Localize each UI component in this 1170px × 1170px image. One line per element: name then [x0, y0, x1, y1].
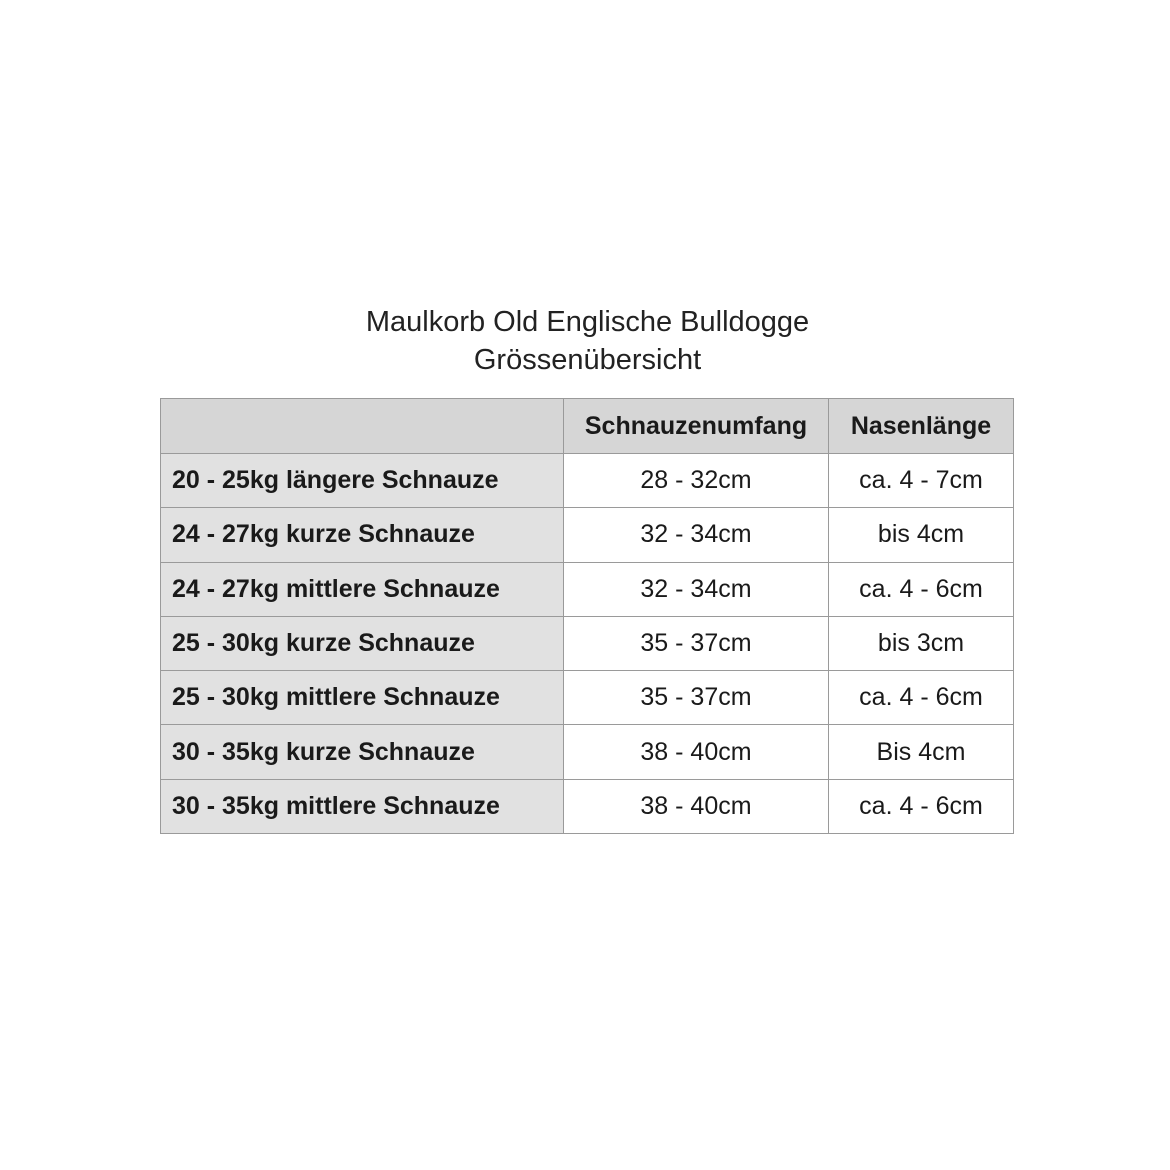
schnauzenumfang-cell: 35 - 37cm [564, 616, 829, 670]
nasenlaenge-cell: ca. 4 - 6cm [829, 562, 1014, 616]
header-schnauzenumfang: Schnauzenumfang [564, 399, 829, 454]
schnauzenumfang-cell: 28 - 32cm [564, 454, 829, 508]
nasenlaenge-cell: ca. 4 - 6cm [829, 671, 1014, 725]
nasenlaenge-cell: bis 3cm [829, 616, 1014, 670]
row-label: 30 - 35kg mittlere Schnauze [161, 779, 564, 833]
header-nasenlaenge: Nasenlänge [829, 399, 1014, 454]
header-row [161, 399, 1014, 454]
header-empty [161, 399, 564, 454]
schnauzenumfang-cell: 38 - 40cm [564, 725, 829, 779]
nasenlaenge-cell: bis 4cm [829, 508, 1014, 562]
schnauzenumfang-cell: 35 - 37cm [564, 671, 829, 725]
row-label: 25 - 30kg kurze Schnauze [161, 616, 564, 670]
table-row [161, 454, 1014, 508]
nasenlaenge-cell: ca. 4 - 7cm [829, 454, 1014, 508]
schnauzenumfang-cell: 32 - 34cm [564, 562, 829, 616]
row-label: 25 - 30kg mittlere Schnauze [161, 671, 564, 725]
table-row [161, 562, 1014, 616]
table-row [161, 779, 1014, 833]
row-label: 30 - 35kg kurze Schnauze [161, 725, 564, 779]
size-table [160, 398, 1014, 834]
chart-title [0, 303, 1170, 379]
schnauzenumfang-cell: 38 - 40cm [564, 779, 829, 833]
table-row [161, 508, 1014, 562]
row-label: 20 - 25kg längere Schnauze [161, 454, 564, 508]
table-row [161, 671, 1014, 725]
table-row [161, 616, 1014, 670]
title-line-2: Grössenübersicht [473, 344, 702, 376]
row-label: 24 - 27kg mittlere Schnauze [161, 562, 564, 616]
nasenlaenge-cell: Bis 4cm [829, 725, 1014, 779]
schnauzenumfang-cell: 32 - 34cm [564, 508, 829, 562]
table-row [161, 725, 1014, 779]
title-line-1: Maulkorb Old Englische Bulldogge [365, 306, 810, 338]
nasenlaenge-cell: ca. 4 - 6cm [829, 779, 1014, 833]
row-label: 24 - 27kg kurze Schnauze [161, 508, 564, 562]
